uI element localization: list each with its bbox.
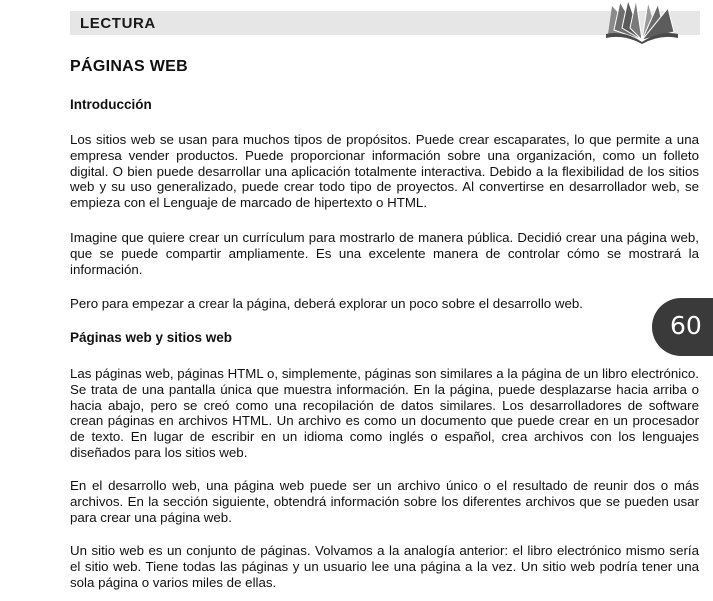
section-heading-introduction: Introducción: [70, 97, 152, 112]
paragraph: En el desarrollo web, una página web puede ser un archivo único o el resultado de reunir dos o más archivos. En la sección siguiente, obtendrá información sobre los diferentes archivos que se pueden usar para crear una página web.: [70, 478, 699, 525]
page-number-tab: [652, 298, 713, 356]
paragraph: Las páginas web, páginas HTML o, simplemente, páginas son similares a la página de un libro electrónico. Se trata de una pantalla única que muestra información. En la página, puede desplazarse hacia arriba o hacia abajo, pero se creó como una recopilación de datos similares. Los desarrolladores de software crean páginas en archivos HTML. Un archivo es como un documento que puede crear en un procesador de texto. En lugar de escribir en un idioma como inglés o español, crea archivos con los lenguajes diseñados para los sitios web.: [70, 366, 699, 460]
page-title: PÁGINAS WEB: [70, 58, 188, 75]
paragraph: Un sitio web es un conjunto de páginas. Volvamos a la analogía anterior: el libro electrónico mismo sería el sitio web. Tiene todas las páginas y un usuario lee una página a la vez. Un sitio web podría tener una sola página o varios miles de ellas.: [70, 543, 699, 590]
open-book-icon: [604, 0, 680, 44]
paragraph: Imagine que quiere crear un currículum para mostrarlo de manera pública. Decidió crear una página web, que se puede compartir ampliamente. Es una excelente manera de controlar cómo se mostrará la información.: [70, 230, 699, 277]
paragraph: Los sitios web se usan para muchos tipos de propósitos. Puede crear escaparates, lo que permite a una empresa vender productos. Puede proporcionar información sobre una organización, como un folleto digital. O bien puede desarrollar una aplicación totalmente interactiva. Debido a la flexibilidad de los sitios web y su uso generalizado, puede crear todo tipo de proyectos. Al convertirse en desarrollador web, se empieza con el Lenguaje de marcado de hipertexto o HTML.: [70, 132, 699, 211]
section-heading-web-pages: Páginas web y sitios web: [70, 330, 233, 345]
section-label: LECTURA: [80, 15, 156, 32]
paragraph: Pero para empezar a crear la página, deberá explorar un poco sobre el desarrollo web.: [70, 296, 583, 311]
page-number: 60: [670, 311, 702, 340]
